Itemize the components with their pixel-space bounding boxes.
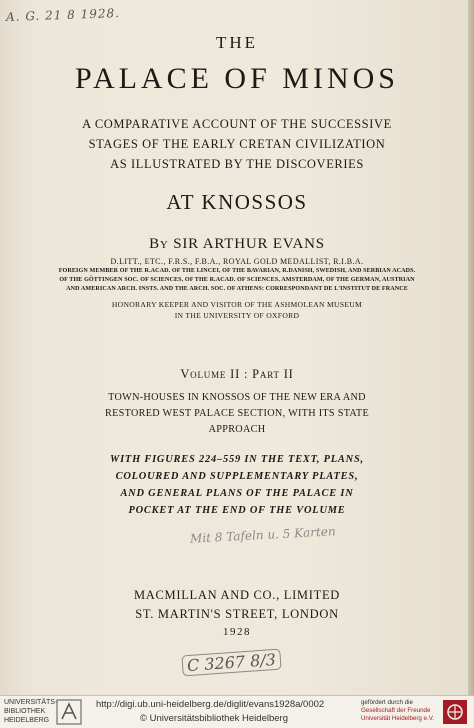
publisher-name: MACMILLAN AND CO., LIMITED (133, 588, 341, 602)
sponsor-credit (361, 699, 434, 723)
library-name (4, 698, 57, 725)
author-position (0, 299, 474, 321)
figures-note (0, 451, 474, 519)
book-title: PALACE OF MINOS (75, 62, 399, 95)
subtitle-line: AS ILLUSTRATED BY THE DISCOVERIES (110, 157, 364, 171)
volume-contents (0, 390, 474, 438)
sponsor-line: Universität Heidelberg e.V. (360, 715, 434, 722)
location-heading: AT KNOSSOS (166, 190, 308, 214)
sponsor-line: Gesellschaft der Freunde (360, 707, 431, 714)
book-subtitle (0, 114, 474, 174)
figures-line: AND GENERAL PLANS OF THE PALACE IN (120, 488, 354, 499)
handwritten-shelfmark: C 3267 8/3 (181, 649, 281, 677)
publication-year: 1928 (223, 626, 251, 638)
position-line: HONORARY KEEPER AND VISITOR OF THE ASHMOLEAN MUSEUM (111, 300, 363, 309)
author-name: SIR ARTHUR EVANS (173, 236, 325, 252)
subtitle-line: STAGES OF THE EARLY CRETAN CIVILIZATION (88, 137, 386, 151)
figures-line: COLOURED AND SUPPLEMENTARY PLATES, (115, 471, 359, 482)
title-article: THE (215, 33, 259, 52)
figures-line: WITH FIGURES 224–559 IN THE TEXT, PLANS, (110, 454, 364, 465)
contents-line: APPROACH (208, 424, 266, 435)
handwritten-plates-note: Mit 8 Tafeln u. 5 Karten (189, 524, 336, 546)
membership-line: AND AMERICAN ARCH. INSTS. AND THE ARCH. SOC. OF ATHENS: CORRESPONDANT DE L'INSTITUT DE FRANCE (66, 286, 408, 292)
permalink-link[interactable]: http://digi.ub.uni-heidelberg.de/diglit/evans1928a/0002 (96, 699, 325, 710)
library-name-line: BIBLIOTHEK (4, 708, 46, 715)
membership-line: FOREIGN MEMBER OF THE R.ACAD. OF THE LINCEI, OF THE BAVARIAN, R.DANISH, SWEDISH, AND SERBIAN ACADS. (58, 268, 416, 274)
contents-line: TOWN-HOUSES IN KNOSSOS OF THE NEW ERA AND (108, 392, 366, 403)
author-by: By (149, 236, 169, 252)
library-name-line: HEIDELBERG (4, 717, 50, 724)
library-name-line: UNIVERSITÄTS- (4, 699, 58, 706)
library-logo-icon (56, 699, 82, 725)
sponsor-logo-icon (442, 699, 468, 725)
position-line: IN THE UNIVERSITY OF OXFORD (174, 311, 300, 320)
publisher-address: ST. MARTIN'S STREET, LONDON (135, 607, 339, 621)
subtitle-line: A COMPARATIVE ACCOUNT OF THE SUCCESSIVE (82, 117, 392, 131)
volume-heading: Volume II : Part II (180, 367, 294, 381)
copyright-notice: © Universitätsbibliothek Heidelberg (140, 713, 288, 724)
author-degrees: D.LITT., ETC., F.R.S., F.B.A., ROYAL GOLD MEDALLIST, R.I.B.A. (110, 257, 364, 266)
figures-line: POCKET AT THE END OF THE VOLUME (128, 505, 346, 516)
digitization-footer (0, 695, 474, 728)
membership-line: OF THE GÖTTINGEN SOC. OF SCIENCES, OF THE R.ACAD. OF SCIENCES, AMSTERDAM, OF THE GERMAN, AUSTRIAN (59, 277, 415, 283)
author-memberships (0, 267, 474, 294)
sponsor-line: gefördert durch die (360, 699, 413, 706)
publisher (0, 586, 474, 624)
contents-line: RESTORED WEST PALACE SECTION, WITH ITS STATE (105, 408, 369, 419)
handwritten-accession-note: A. G. 21 8 1928. (5, 6, 121, 24)
author-line (0, 236, 474, 253)
